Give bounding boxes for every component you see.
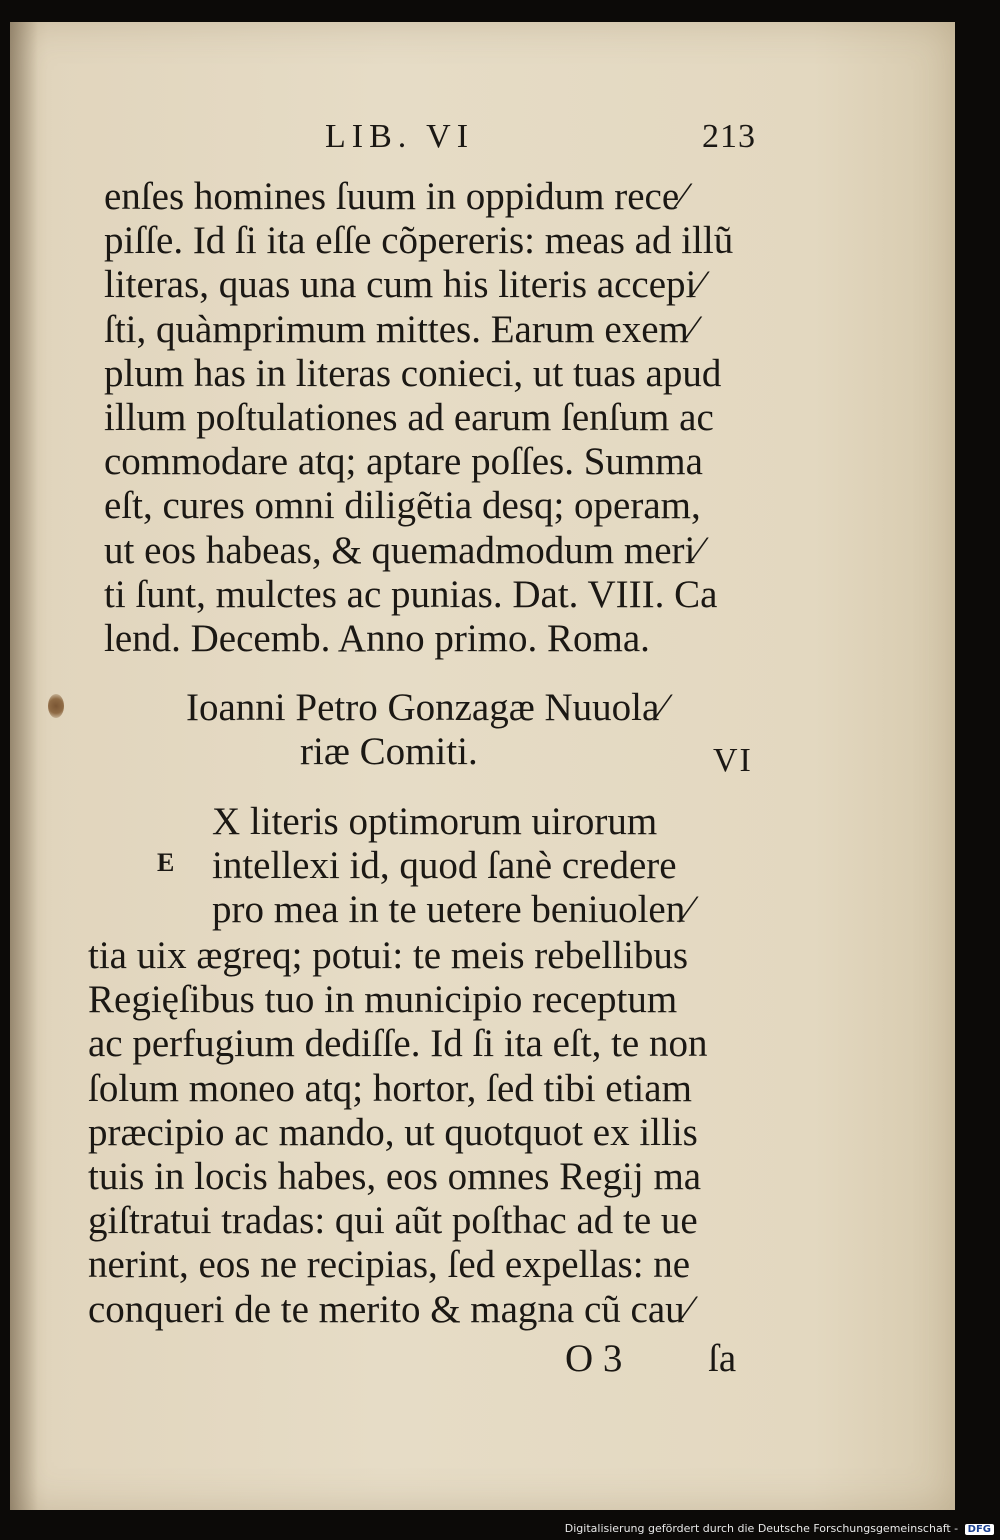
letter-text-line: ſolum moneo atq; hortor, ſed tibi etiam (88, 1066, 692, 1110)
text-line: eſt, cures omni diligẽtia desq; operam, (104, 484, 701, 528)
letter-text-line: tuis in locis habes, eos omnes Regij ma (88, 1155, 702, 1198)
letter-text-line: Regięſibus tuo in municipio receptum (88, 978, 678, 1022)
letter-text-line: ac perfugium dediſſe. Id ſi ita eſt, te non (88, 1022, 708, 1066)
text-line: commodare atq; aptare poſſes. Summa (104, 440, 703, 484)
signature-mark: O 3 (565, 1337, 623, 1380)
book-number: LIB. VI (325, 118, 475, 155)
letter-heading-line-1: Ioanni Petro Gonzagæ Nuuola⁄ (186, 686, 666, 729)
text-line: illum poſtulationes ad earum ſenſum ac (104, 396, 714, 439)
credit-text: Digitalisierung gefördert durch die Deutsche Forschungsgemeinschaft - (564, 1522, 959, 1535)
letter-number: VI (713, 742, 753, 779)
letter-text-line: giſtratui tradas: qui aũt poſthac ad te ue (88, 1199, 698, 1243)
initial-placeholder: E (157, 848, 175, 877)
letter-text-line: conqueri de te merito & magna cũ cau⁄ (88, 1287, 692, 1331)
letter-text-line: tia uix ægreq; potui: te meis rebellibus (88, 934, 689, 977)
page-stain (48, 694, 64, 718)
text-line: ſti, quàmprimum mittes. Earum exem⁄ (104, 307, 696, 351)
letter-text-line: nerint, eos ne recipias, ſed expellas: ne (88, 1243, 691, 1287)
indented-text-line: X literis optimorum uirorum (212, 800, 658, 843)
text-line: ti ſunt, mulctes ac punias. Dat. VIII. Ca (104, 572, 718, 616)
spine-shadow (10, 22, 38, 1510)
dfg-logo: DFG (965, 1524, 994, 1535)
indented-text-line: intellexi id, quod ſanè credere (212, 844, 677, 887)
indented-text-line: pro mea in te uetere beniuolen⁄ (212, 888, 692, 931)
text-line: literas, quas una cum his literis accepi⁄ (104, 263, 703, 307)
text-line: plum has in literas conieci, ut tuas apud (104, 351, 722, 395)
catchword: ſa (708, 1337, 737, 1380)
text-line: piſſe. Id ſi ita eſſe cõpereris: meas ad illũ (104, 219, 734, 263)
text-line: ut eos habeas, & quemadmodum meri⁄ (104, 528, 702, 572)
letter-heading-line-2: riæ Comiti. (300, 730, 478, 773)
text-line: lend. Decemb. Anno primo. Roma. (104, 617, 650, 660)
folio-number: 213 (702, 118, 756, 155)
book-page (10, 22, 955, 1510)
text-line: enſes homines ſuum in oppidum rece⁄ (104, 175, 686, 218)
digitization-credit (565, 1522, 994, 1535)
letter-text-line: præcipio ac mando, ut quotquot ex illis (88, 1110, 698, 1154)
